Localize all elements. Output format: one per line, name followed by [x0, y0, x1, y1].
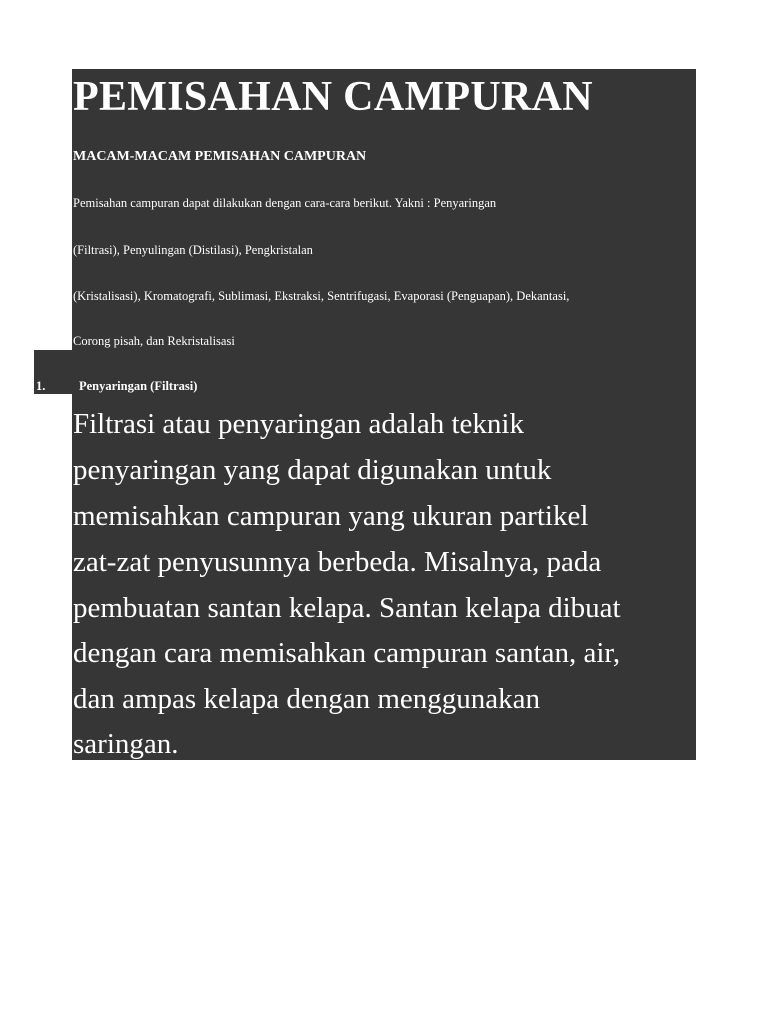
intro-line-1: Pemisahan campuran dapat dilakukan dengan cara-cara berikut. Yakni : Penyaringan [73, 196, 497, 210]
list-number: 1. [36, 379, 46, 393]
intro-line-3: (Kristalisasi), Kromatografi, Sublimasi, Ekstraksi, Sentrifugasi, Evaporasi (Penguapan), Dekantasi, [73, 289, 570, 303]
list-heading: Penyaringan (Filtrasi) [79, 379, 198, 393]
body-line-5: pembuatan santan kelapa. Santan kelapa dibuat [73, 592, 621, 624]
body-line-7: dan ampas kelapa dengan menggunakan [73, 683, 541, 715]
body-line-1: Filtrasi atau penyaringan adalah teknik [73, 408, 524, 440]
intro-line-2: (Filtrasi), Penyulingan (Distilasi), Pengkristalan [73, 243, 313, 257]
section-subtitle: MACAM-MACAM PEMISAHAN CAMPURAN [73, 149, 367, 164]
body-line-2: penyaringan yang dapat digunakan untuk [73, 454, 552, 486]
body-line-4: zat-zat penyusunnya berbeda. Misalnya, pada [73, 546, 602, 578]
body-line-3: memisahkan campuran yang ukuran partikel [73, 500, 589, 532]
body-line-6: dengan cara memisahkan campuran santan, air, [73, 637, 621, 669]
body-line-8: saringan. [73, 728, 179, 760]
document-title: PEMISAHAN CAMPURAN [73, 74, 593, 120]
intro-line-4: Corong pisah, dan Rekristalisasi [73, 334, 235, 348]
